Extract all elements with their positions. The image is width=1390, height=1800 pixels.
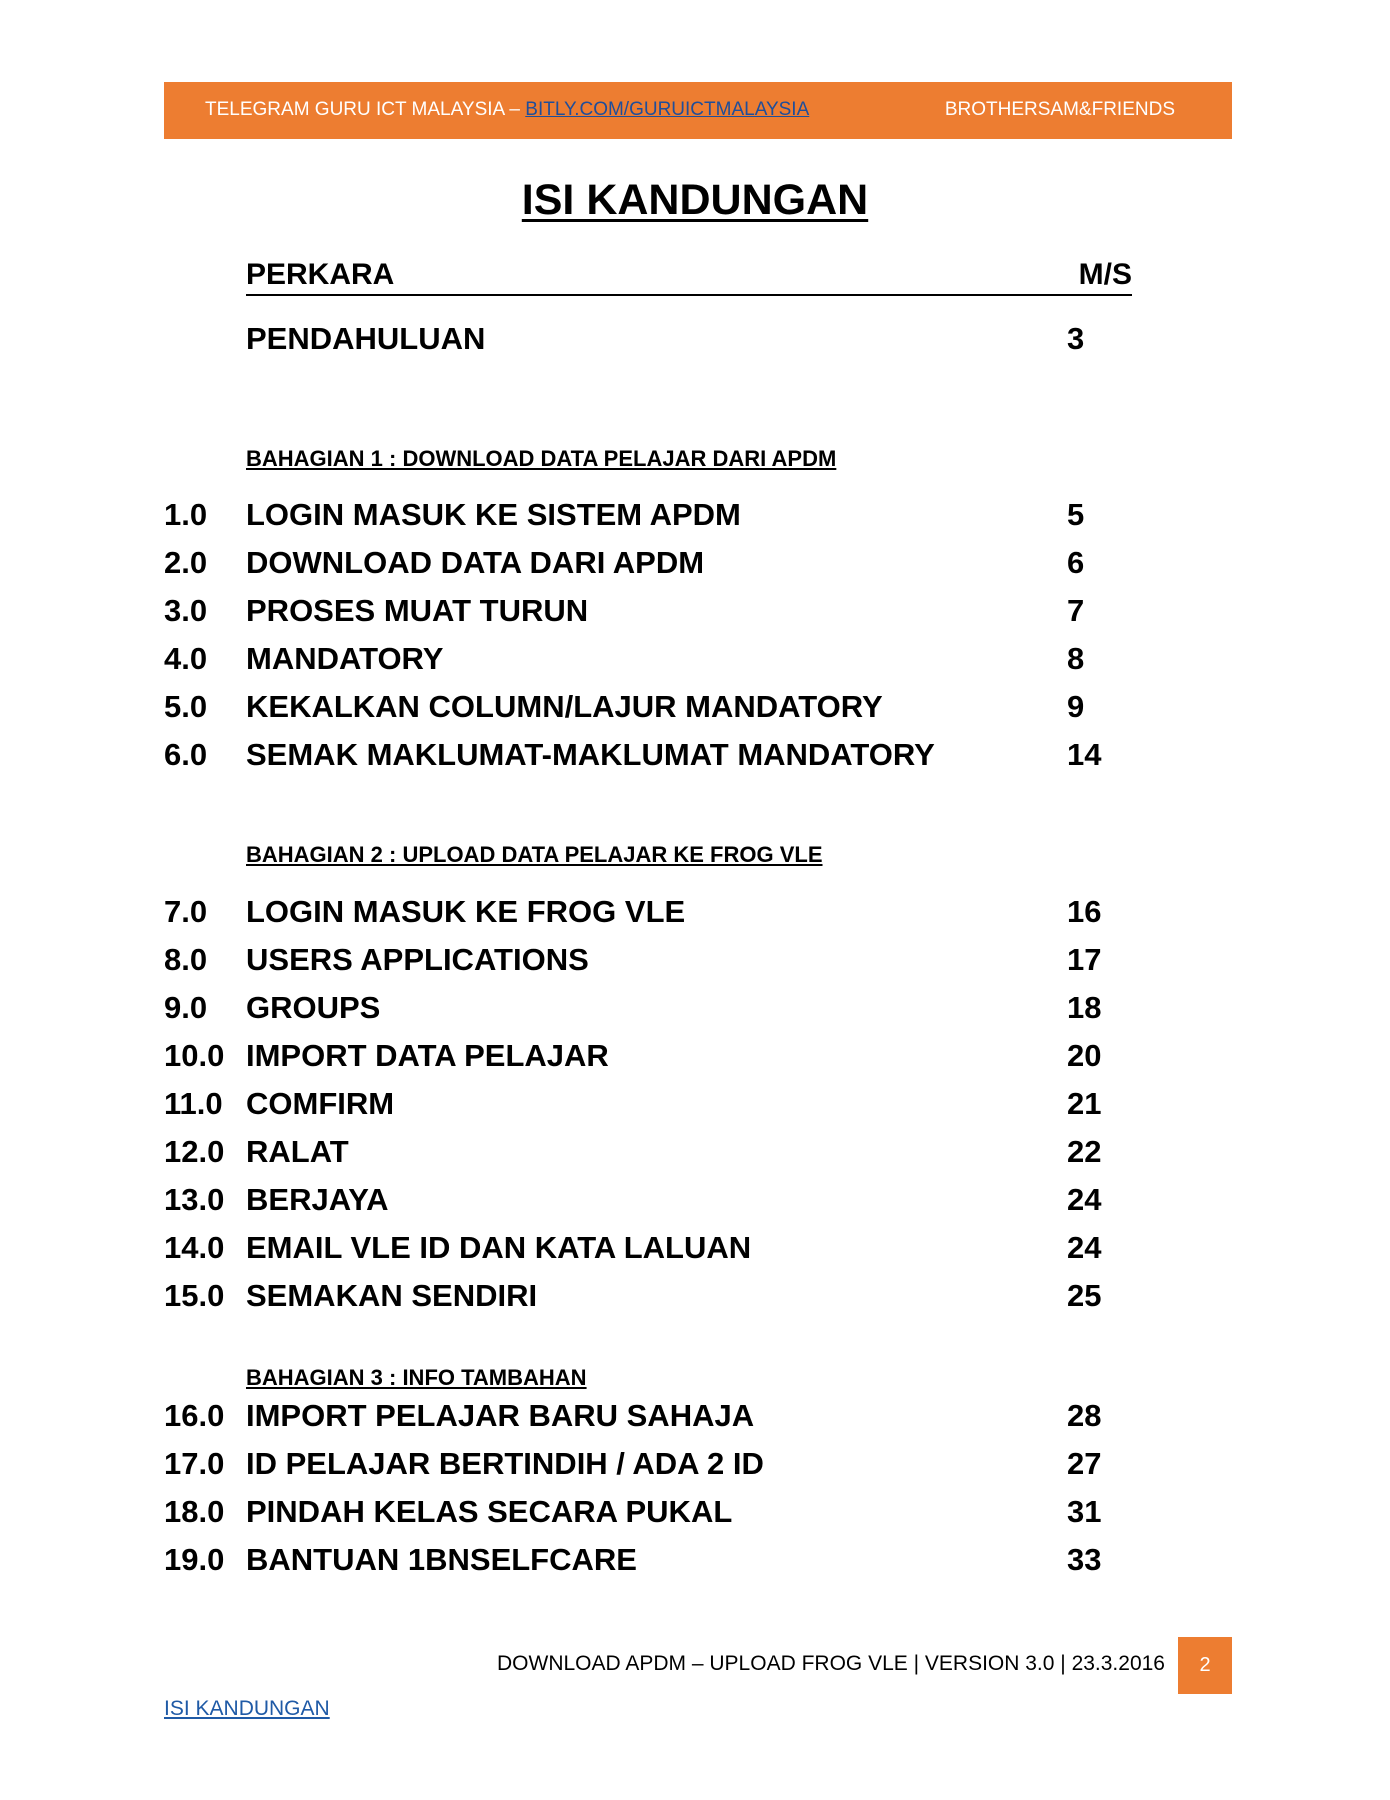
toc-entry-label: IMPORT PELAJAR BARU SAHAJA: [246, 1398, 755, 1433]
toc-entry-page: 3: [1067, 321, 1085, 356]
toc-entry-number: 14.0: [164, 1230, 225, 1265]
column-item-label: PERKARA: [246, 258, 395, 291]
toc-entry-number: 5.0: [164, 689, 208, 724]
toc-entry-page: 25: [1067, 1278, 1102, 1313]
toc-entry-label: ID PELAJAR BERTINDIH / ADA 2 ID: [246, 1446, 764, 1481]
toc-entry-page: 24: [1067, 1230, 1102, 1265]
toc-entry[interactable]: [164, 942, 1164, 986]
section-heading-1: BAHAGIAN 1 : DOWNLOAD DATA PELAJAR DARI APDM: [246, 446, 837, 471]
toc-entry-label: KEKALKAN COLUMN/LAJUR MANDATORY: [246, 689, 883, 724]
toc-entry[interactable]: [164, 1086, 1164, 1130]
toc-entry-page: 21: [1067, 1086, 1102, 1121]
toc-entry-number: 10.0: [164, 1038, 225, 1073]
toc-entry-label: PINDAH KELAS SECARA PUKAL: [246, 1494, 733, 1529]
toc-entry-number: 11.0: [164, 1086, 223, 1121]
toc-entry-number: 15.0: [164, 1278, 225, 1313]
toc-entry[interactable]: [164, 1542, 1164, 1586]
column-header: [246, 258, 1132, 296]
toc-entry-page: 9: [1067, 689, 1085, 724]
toc-entry-label: MANDATORY: [246, 641, 444, 676]
header-left: [205, 99, 809, 121]
toc-entry-page: 6: [1067, 545, 1085, 580]
toc-entry-label: COMFIRM: [246, 1086, 395, 1121]
toc-entry-page: 33: [1067, 1542, 1102, 1577]
column-page-label: M/S: [1078, 258, 1132, 291]
toc-entry[interactable]: [164, 1038, 1164, 1082]
toc-entry-label: BANTUAN 1BNSELFCARE: [246, 1542, 637, 1577]
toc-entry[interactable]: [164, 593, 1164, 637]
page-title: ISI KANDUNGAN: [521, 176, 869, 224]
toc-entry-page: 16: [1067, 894, 1102, 929]
toc-entry-number: 16.0: [164, 1398, 225, 1433]
toc-entry-label: GROUPS: [246, 990, 381, 1025]
toc-entry[interactable]: [164, 1182, 1164, 1226]
toc-entry-number: 17.0: [164, 1446, 225, 1481]
section-heading-2: BAHAGIAN 2 : UPLOAD DATA PELAJAR KE FROG VLE: [246, 842, 823, 867]
header-telegram-text: TELEGRAM GURU ICT MALAYSIA –: [205, 99, 526, 120]
toc-entry-page: 24: [1067, 1182, 1102, 1217]
header-link[interactable]: BITLY.COM/GURUICTMALAYSIA: [525, 99, 810, 120]
toc-entry-label: IMPORT DATA PELAJAR: [246, 1038, 609, 1073]
toc-entry[interactable]: [164, 497, 1164, 541]
toc-entry-label: EMAIL VLE ID DAN KATA LALUAN: [246, 1230, 752, 1265]
toc-entry-page: 22: [1067, 1134, 1102, 1169]
toc-entry-number: 7.0: [164, 894, 208, 929]
toc-entry-page: 28: [1067, 1398, 1102, 1433]
toc-entry-page: 18: [1067, 990, 1102, 1025]
section-heading-3: BAHAGIAN 3 : INFO TAMBAHAN: [246, 1365, 587, 1390]
footer-text: DOWNLOAD APDM – UPLOAD FROG VLE | VERSION 3.0 | 23.3.2016: [497, 1652, 1165, 1675]
toc-entry[interactable]: [164, 1398, 1164, 1442]
toc-entry-label: RALAT: [246, 1134, 349, 1169]
toc-entry-number: 19.0: [164, 1542, 225, 1577]
toc-entry[interactable]: [164, 545, 1164, 589]
toc-entry-number: 4.0: [164, 641, 208, 676]
header-bar: [164, 82, 1232, 139]
toc-entry[interactable]: [164, 641, 1164, 685]
toc-entry-page: 5: [1067, 497, 1085, 532]
toc-entry[interactable]: [164, 689, 1164, 733]
toc-entry-number: 18.0: [164, 1494, 225, 1529]
toc-entry-intro[interactable]: [164, 321, 1164, 365]
toc-entry-label: LOGIN MASUK KE SISTEM APDM: [246, 497, 741, 532]
toc-entry[interactable]: [164, 990, 1164, 1034]
toc-entry[interactable]: [164, 894, 1164, 938]
toc-entry-page: 20: [1067, 1038, 1102, 1073]
toc-entry-page: 27: [1067, 1446, 1102, 1481]
toc-entry[interactable]: [164, 1230, 1164, 1274]
toc-entry-number: 6.0: [164, 737, 208, 772]
toc-entry-page: 8: [1067, 641, 1085, 676]
footer-page-number: 2: [1178, 1637, 1232, 1694]
toc-entry-number: 12.0: [164, 1134, 225, 1169]
toc-entry-page: 14: [1067, 737, 1102, 772]
toc-entry-number: 8.0: [164, 942, 208, 977]
toc-entry-page: 7: [1067, 593, 1085, 628]
toc-entry[interactable]: [164, 1494, 1164, 1538]
toc-entry-number: 1.0: [164, 497, 208, 532]
toc-entry-page: 17: [1067, 942, 1102, 977]
toc-entry[interactable]: [164, 1278, 1164, 1322]
toc-entry[interactable]: [164, 1134, 1164, 1178]
toc-entry-label: SEMAK MAKLUMAT-MAKLUMAT MANDATORY: [246, 737, 935, 772]
toc-entry-number: 2.0: [164, 545, 208, 580]
toc-entry-label: SEMAKAN SENDIRI: [246, 1278, 538, 1313]
toc-entry-label: USERS APPLICATIONS: [246, 942, 589, 977]
toc-entry-label: DOWNLOAD DATA DARI APDM: [246, 545, 705, 580]
toc-entry-number: 13.0: [164, 1182, 225, 1217]
toc-entry-label: PENDAHULUAN: [246, 321, 486, 356]
toc-entry-label: PROSES MUAT TURUN: [246, 593, 589, 628]
toc-entry[interactable]: [164, 1446, 1164, 1490]
toc-entry-page: 31: [1067, 1494, 1102, 1529]
toc-entry-label: LOGIN MASUK KE FROG VLE: [246, 894, 686, 929]
toc-entry-number: 3.0: [164, 593, 208, 628]
footer-toc-link[interactable]: ISI KANDUNGAN: [164, 1697, 330, 1720]
toc-entry[interactable]: [164, 737, 1164, 781]
toc-entry-label: BERJAYA: [246, 1182, 389, 1217]
toc-entry-number: 9.0: [164, 990, 208, 1025]
header-brand: BROTHERSAM&FRIENDS: [944, 99, 1175, 120]
